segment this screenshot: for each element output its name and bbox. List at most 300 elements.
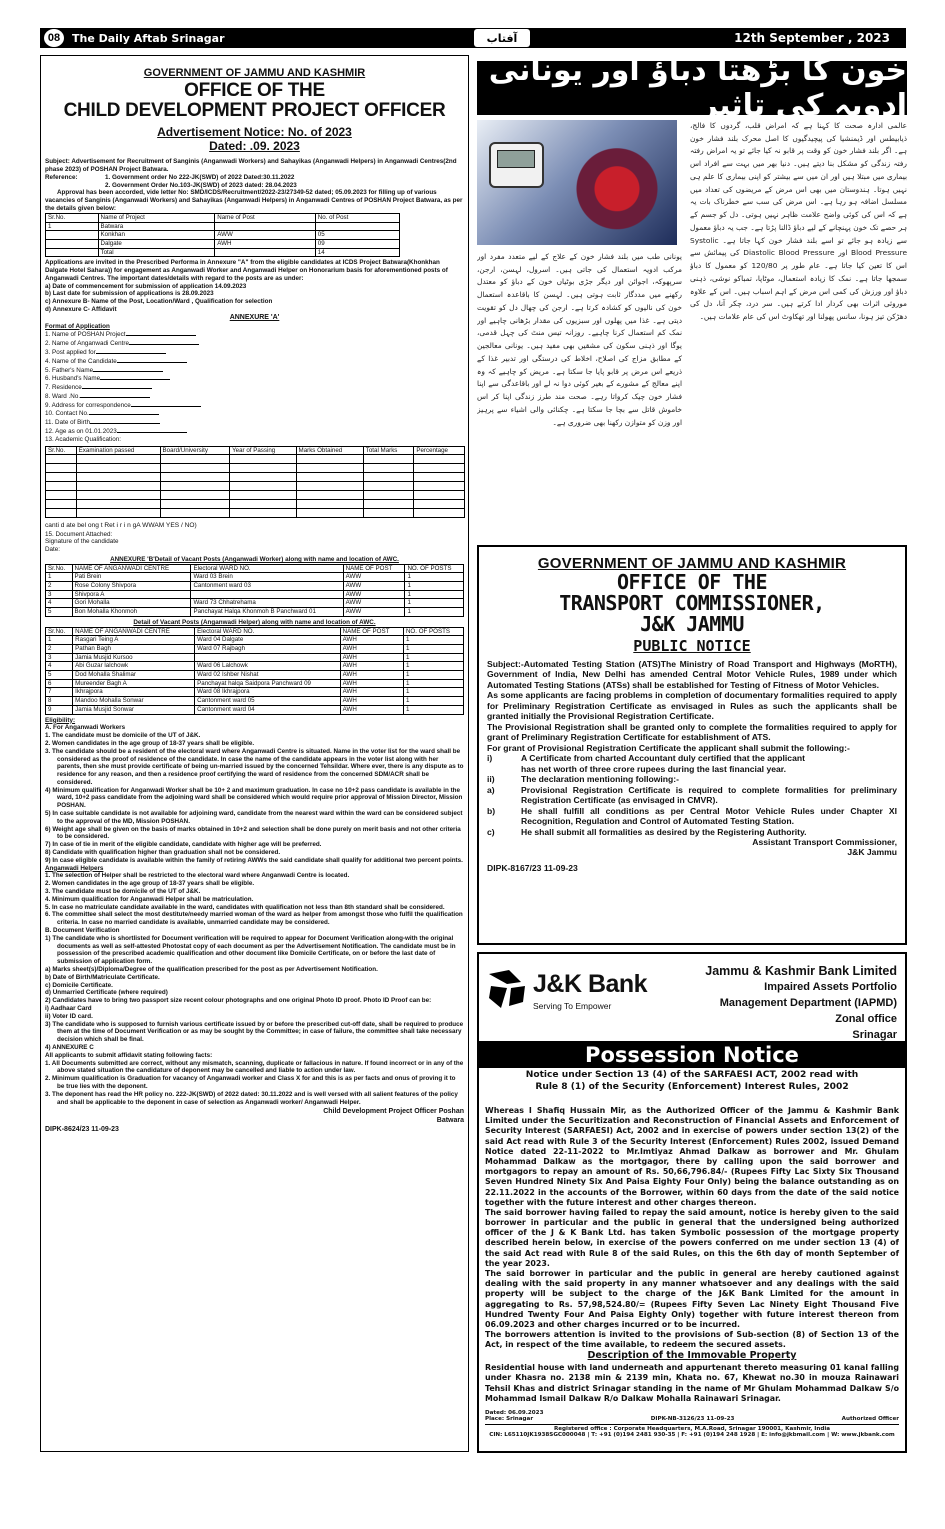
blank-cell [296, 500, 363, 509]
table-cell: Ward 07 Rajbagh [195, 645, 340, 654]
form-field-blank [126, 330, 196, 336]
annexure-a-title: ANNEXURE 'A' [229, 313, 280, 321]
table-cell [46, 248, 99, 257]
table-cell: Mureender Bagh A [73, 679, 195, 688]
form-field-blank [89, 409, 159, 415]
form-field-blank [82, 383, 152, 389]
list-item: c) Annexure B- Name of the Post, Location/Ward , Qualification for selection [45, 298, 273, 306]
list-marker: ii) [487, 774, 495, 785]
city: Srinagar [852, 1028, 897, 1041]
transport-gov-heading: GOVERNMENT OF JAMMU AND KASHMIR [537, 555, 847, 572]
list-marker: c) [487, 826, 495, 837]
table-cell: 3 [46, 590, 73, 599]
blank-cell [414, 509, 465, 518]
table-cell: Cantonment ward 03 [191, 582, 343, 591]
bp-monitor-icon [489, 142, 544, 188]
table-header: Electoral WARD NO. [191, 564, 343, 573]
blank-cell [230, 509, 296, 518]
form-field [45, 427, 464, 436]
table-cell: AWW [343, 608, 405, 617]
table-cell: 1 [403, 705, 463, 714]
blood-pressure-illustration [477, 120, 677, 245]
table-cell [215, 248, 316, 257]
blank-cell [46, 455, 77, 464]
list-item: b) Date of Birth/Matriculate Certificate. [45, 973, 160, 981]
signatory-place: Batwara [436, 1117, 464, 1125]
form-field-label: 1. Name of POSHAN Project [45, 331, 126, 339]
form-field [45, 330, 464, 339]
blank-cell [230, 455, 296, 464]
blank-cell [414, 491, 465, 500]
table-header: Total Marks [363, 446, 414, 455]
jk-bank-office [697, 962, 897, 1044]
table-cell: AWW [343, 573, 405, 582]
urdu-column-right: عالمی ادارہ صحت کا کہنا ہے کہ امراض قلب، گردوں کا فالج، ذیابیطس اور ڈیمنشیا کی پیچیدگیوں کا اصل محرک بلند فشار خون ہے۔ اگر بلند فشار خون کو وقت پر قابو نہ کیا جائے تو یہ امراض رفتہ رفتہ زندگی کو مشکل بنا دیتے ہیں۔ دنیا بھر میں بہت سے افراد اس بیماری میں مبتلا ہیں اور ان میں سے بیشتر کو اپنی بیماری کا علم ہی نہیں ہوتا۔ ہندوستان میں بھی اس مرض کے مریضوں کی تعداد میں مسلسل اضافہ ہو رہا ہے۔ اس مرض کی سب سے خطرناک بات یہ ہے کہ اس کی کوئی واضح علامت ظاہر نہیں ہوتی۔ دل کو جسم کے ہر حصے تک خون پہنچانے کے لیے دباؤ ڈالنا پڑتا ہے۔ جب یہ دباؤ معمول سے زیادہ ہو جائے تو اسے بلند فشار خون کہا جاتا ہے۔ Systolic Blood Pressure اور Diastolic Blood Pressure کی پیمائش سے اس کا تعین کیا جاتا ہے۔ عام طور پر 120/80 کو معمول کا دباؤ سمجھا جاتا ہے۔ نمک کا زیادہ استعمال، موٹاپا، تمباکو نوشی، ذہنی دباؤ اور ورزش کی کمی اس مرض کے اہم اسباب ہیں۔ اس کے علاوہ موروثی اثرات بھی کردار ادا کرتے ہیں۔ سر درد، چکر آنا، دل کی دھڑکن تیز ہونا، سانس پھولنا اور تھکاوٹ اس کی عام علامات ہیں۔ [690, 121, 907, 322]
table-cell: 1 [403, 697, 463, 706]
table-header: NAME OF ANGANWADI CENTRE [73, 627, 195, 636]
form-field [45, 339, 464, 348]
table-cell: 1 [403, 645, 463, 654]
blank-cell [414, 500, 465, 509]
icds-gov-heading: GOVERNMENT OF JAMMU AND KASHMIR [143, 67, 366, 79]
table-cell: Pathan Bagh [73, 645, 195, 654]
table-cell: Rasgari Teing A [73, 636, 195, 645]
table-cell: AWH [340, 705, 403, 714]
form-field-label: 13. Academic Qualification: [45, 435, 121, 443]
body-para: The said borrower in particular and the public in general are hereby cautioned against dealing with the said property in any manner whatsoever and any dealings with the said property will be subject to the charge of the J&K Bank Limited for the amount in aggregating to Rs. 57,98,524.80/= (Rupees Fifty Seven Lac Ninety Eight Thousand Five Hundred Twenty Four And Paisa Eighty Only) together with future interest thereon from 06.09.2023 and other charges incurred or to be incurred. [485, 1269, 899, 1329]
blank-cell [363, 455, 414, 464]
blank-cell [46, 500, 77, 509]
list-item: 6) Weight age shall be given on the basis of marks obtained in 10+2 and selection shall be done purely on merit basis and not other criteria to be considered. [45, 825, 461, 841]
form-field-label: 4. Name of the Candidate [45, 357, 117, 365]
blank-cell [230, 464, 296, 473]
form-field-label: 2. Name of Anganwadi Centre [45, 340, 130, 348]
table-row [46, 636, 464, 645]
table-cell: Panchayat Halqa Khonmoh B Panchward 01 [191, 608, 343, 617]
form-field-label: 12. Age as on 01.01.2023 [45, 428, 117, 436]
table-cell [315, 222, 399, 231]
form-field-label: 10. Contact No. [45, 410, 89, 418]
table-cell: Ward 08 Ikhrajpora [195, 688, 340, 697]
urdu-article [477, 55, 907, 535]
table-header: Year of Passing [230, 446, 296, 455]
property-title: Description of the Immovable Property [587, 1350, 797, 1361]
table-cell: 3 [46, 653, 73, 662]
table-cell: 2 [46, 582, 73, 591]
blank-cell [160, 482, 230, 491]
table-cell: Pati Brein [72, 573, 191, 582]
transport-dipk: DIPK-8167/23 11-09-23 [487, 863, 578, 874]
blank-cell [414, 473, 465, 482]
eligibility-workers [45, 732, 464, 865]
form-field [45, 392, 464, 401]
table-header: NAME OF POST [343, 564, 405, 573]
list-text: He shall fulfill all conditions as per Central Motor Vehicle Rules under Chapter XI Recognition, Regulation and Control of Automated Testing Station. [521, 805, 897, 827]
blank-row [46, 455, 465, 464]
table-row [46, 679, 464, 688]
table-cell: Ward 04 Dalgate [195, 636, 340, 645]
blank-row [46, 473, 465, 482]
table-row [46, 222, 400, 231]
table-cell: Rose Colony Shivpora [72, 582, 191, 591]
table-cell: 1 [405, 582, 464, 591]
table-cell: 1 [46, 573, 73, 582]
table-cell: AWH [215, 239, 316, 248]
blank-cell [296, 482, 363, 491]
list-item: a) Date of commencement for submission of application 14.09.2023 [45, 282, 247, 290]
eligibility-title: Eligibility: [45, 716, 76, 724]
table-cell: Ikhrajpora [73, 688, 195, 697]
table-cell: Cantonment ward 04 [195, 705, 340, 714]
table-cell: AWH [340, 653, 403, 662]
subtitle-line: Rule 8 (1) of the Security (Enforcement) Interest Rules, 2002 [535, 1081, 849, 1092]
table-cell: AWH [340, 645, 403, 654]
dates-list [45, 283, 464, 314]
table-cell: 09 [315, 239, 399, 248]
icds-applications: Applications are invited in the Prescribed Performa in Annexure "A" from the eligible candidates at ICDS Project Batwara(Khonkhan Dalgate Hotel Sahara)) for engagement as Anganwadi Worker and Anganwadi Helper on Honorarium basis for aforementioned posts of Anganwadi Centres. The important dates/details with regard to the posts are as under: [45, 259, 448, 282]
blank-cell [296, 473, 363, 482]
bank-contact: CIN: L65110JK1938SGC000048 | T: +91 (0)194 2481 930-35 | F: +91 (0)194 248 1928 | E: info@jkbmail.com | W: www.jkbank.com [489, 1432, 895, 1438]
paper-logo: آفتاب [474, 29, 530, 47]
list-item [487, 806, 897, 827]
table-row [46, 599, 464, 608]
table-cell: 8 [46, 697, 73, 706]
list-item: B. Document Verification [45, 927, 120, 935]
table-cell: 5 [46, 608, 73, 617]
list-text: Provisional Registration Certificate is required to complete formalities for preliminary Registration Certificate (as envisaged in CMVR). [521, 784, 897, 806]
notice-place: Place: Srinagar [485, 1416, 534, 1422]
table-cell: 1 [403, 679, 463, 688]
property-text: Residential house with land underneath and appurtenant thereto measuring 01 kanal falling under Khasra no. 2138 min & 2139 min, Khata no. 67, Khewat no.30 in mouza Rainawari Tehsil Khas and district Srinagar standing in the name of Mr Ghulam Mohammad Dalkaw S/o Mohammad Ismail Dalkaw R/o Dalkaw Mohalla Rainawari Srinagar. [485, 1363, 899, 1403]
form-field [45, 383, 464, 392]
form-field-blank [100, 374, 170, 380]
blank-cell [76, 500, 160, 509]
table-cell [215, 222, 316, 231]
table-header: Name of Project [98, 213, 215, 222]
blank-cell [414, 464, 465, 473]
table-cell: AWH [340, 662, 403, 671]
list-item: 3. The candidate should be a resident of the electoral ward where Anganwadi Centre is situated. Name in the voter list for the ward shall be considered as the proof of residence of the candidate. In case the name of the candidate appears in the voter list along with her parents, then she must provide certificate of being un-married issued by the concerned Tehsildar. Where ever, there is any dispute as to residence for any reason, and then a residence proof certifying the ward of residence from the concerned SDM/ACR shall be considered. [45, 747, 464, 786]
blank-cell [76, 464, 160, 473]
table-cell: Gori Mohalla [72, 599, 191, 608]
awh-title: Detail of Vacant Posts (Anganwadi Helper) along with name and location of AWC. [133, 618, 376, 626]
table-header: Marks Obtained [296, 446, 363, 455]
ref-item: 1. Government order No 222-JK(SWD) of 2022 Dated:30.11.2022 [105, 173, 295, 181]
blank-cell [363, 482, 414, 491]
blank-cell [296, 464, 363, 473]
table-cell: AWH [340, 688, 403, 697]
authorized-officer: Authorized Officer [841, 1416, 899, 1422]
table-cell: 9 [46, 705, 73, 714]
list-item [487, 785, 897, 806]
form-field [45, 409, 464, 418]
table-cell: AWH [340, 697, 403, 706]
blank-cell [160, 500, 230, 509]
blank-row [46, 464, 465, 473]
property-description [485, 1350, 899, 1404]
list-item: Date: [45, 546, 61, 554]
form-field-label: 3. Post applied for [45, 348, 96, 356]
blank-cell [414, 482, 465, 491]
bank-footer [485, 1410, 899, 1438]
list-item: 1. All Documents submitted are correct, without any mismatch, scanning, duplicate or fallacious in nature. If found incorrect or in any of the above stated situation the candidature of deponent may be cancelled and liable to action under law. [45, 1059, 464, 1075]
table-cell [191, 590, 343, 599]
list-item: 2. Minimum qualification is Graduation for vacancy of Anganwadi worker and Class X for and this is as per facts and onus of proving it to be true lies with the deponent. [45, 1075, 456, 1090]
table-cell: Bon Mohalla Khonmoh [72, 608, 191, 617]
table-header: Board/University [160, 446, 230, 455]
list-item: 2) Candidates have to bring two passport size recent colour photographs and one original Photo ID proof. Photo ID Proof can be: [45, 997, 432, 1005]
form-field-label: 8. Ward .No. [45, 392, 81, 400]
icds-office-line2: CHILD DEVELOPMENT PROJECT OFFICER [63, 99, 446, 121]
table-cell: Ward 02 Ishber Nishat [195, 671, 340, 680]
icds-advertisement [40, 55, 469, 1452]
transport-para: The Provisional Registration shall be granted only to complete the formalities required to apply for grant of Preliminary Registration Certificate for establishment of ATS. [487, 721, 897, 743]
table-cell: AWH [340, 636, 403, 645]
table-cell: 1 [403, 688, 463, 697]
list-item: 4) Minimum qualification for Anganwadi Worker shall be 10+ 2 and maximum graduation. In case no 10+2 pass candidate is available in the ward, 10+2 pass candidate from the adjoining ward shall be considered which would require prior approval of Mission Director, Mission POSHAN. [45, 786, 463, 810]
blank-cell [363, 464, 414, 473]
urdu-column-left: یونانی طب میں بلند فشار خون کے علاج کے لیے متعدد مفرد اور مرکب ادویہ استعمال کی جاتی ہیں۔ اسرول، لہسن، ارجن، سرپھوکہ، اجوائن اور دیگر جڑی بوٹیاں خون کے دباؤ کو معتدل رکھنے میں مددگار ثابت ہوتی ہیں۔ لہسن کا باقاعدہ استعمال خون کی نالیوں کو کشادہ کرتا ہے۔ ارجن کی چھال دل کو تقویت دیتی ہے۔ غذا میں پھلوں اور سبزیوں کی مقدار بڑھانی چاہیے اور نمک کم استعمال کرنا چاہیے۔ روزانہ تیس منٹ کی چہل قدمی، یوگا اور ذہنی سکون کی مشقیں بھی مفید ہیں۔ یونانی معالجین کے مطابق مزاج کی اصلاح، اخلاط کی درستگی اور تدبیر غذا کے ذریعے اس مرض پر قابو پایا جا سکتا ہے۔ مریض کو چاہیے کہ وہ اپنے معالج کے مشورے کے بغیر کوئی دوا نہ لے اور باقاعدگی سے اپنا فشار خون چیک کرواتا رہے۔ صحت مند طرز زندگی اپنا کر اس خاموش قاتل سے بچا جا سکتا ہے۔ چکنائی والی اشیاء سے پرہیز اور وزن کو متوازن رکھنا بھی ضروری ہے۔ [477, 252, 682, 427]
signatory-title: Child Development Project Officer Poshan [323, 1108, 464, 1116]
blank-cell [46, 464, 77, 473]
jk-bank-logo [487, 968, 657, 1028]
list-item: 4. Minimum qualification for Anganwadi Helper shall be matriculation. [45, 895, 254, 903]
table-cell: 1 [405, 590, 464, 599]
table-cell: Ward 06 Lalchowk [195, 662, 340, 671]
table-cell: Jamia Musjid Sonwar [73, 705, 195, 714]
table-cell: Dod Mohalla Shalimar [73, 671, 195, 680]
table-header: NO. OF POSTS [405, 564, 464, 573]
table-row [46, 697, 464, 706]
transport-notice [477, 545, 907, 945]
form-field-label: 5. Father's Name [45, 366, 94, 374]
form-field [45, 357, 464, 366]
list-item: 3. The deponent has read the HR policy no. 222-JK(SWD) of 2022 dated: 30.11.2022 and is well versed with all salient features of the policy and shall be applicable to the deponent in case of selection as Anganwadi worker/ Anganwadi Helper. [45, 1090, 458, 1106]
table-header: No. of Post [315, 213, 399, 222]
list-item: 4) ANNEXURE C [45, 1043, 94, 1051]
table-cell: 2 [46, 645, 73, 654]
table-cell [46, 231, 99, 240]
table-row [46, 645, 464, 654]
table-cell: 1 [403, 671, 463, 680]
blank-cell [46, 509, 77, 518]
blank-cell [230, 500, 296, 509]
icds-office-line1: OFFICE OF THE [184, 79, 325, 101]
subtitle-line: Notice under Section 13 (4) of the SARFAESI ACT, 2002 read with [525, 1070, 859, 1080]
table-cell: Dalgate [98, 239, 215, 248]
list-item: 1. The selection of Helper shall be restricted to the electoral ward where Anganwadi Centre is located. [45, 872, 350, 880]
table-cell: 4 [46, 599, 73, 608]
dipk-number: DIPK-8624/23 11-09-23 [45, 1125, 119, 1133]
form-field [45, 401, 464, 410]
table-header: Percentage [414, 446, 465, 455]
table-cell [195, 653, 340, 662]
table-cell: 5 [46, 671, 73, 680]
blank-cell [296, 491, 363, 500]
body-para: Whereas I Shafiq Hussain Mir, as the Authorized Officer of the Jammu & Kashmir Bank Limited under the Securitization and Reconstruction of Financial Assets and Enforcement of Security Interest (SARFAESI) Act, 2002 and in exercise of powers under section 13(2) of the said Act read with Rule 3 of the Security Interest (Enforcement) Rules 2002, issued Demand Notice dated 22-11-2022 to Mr.Imtiyaz Ahmad Dalkaw as borrower and Mr. Ghulam Mohammad Dalkaw as the mortgagor, there by calling upon the said borrower and mortgagors to repay an amount of Rs. 50,66,796.84/- (Rupees Fifty Lac Sixty Six Thousand Seven Hundred Ninety Six And Paisa Eighty Four Only) being the balance outstanding as on 22.11.2022 in the accounts of the Borrower, within 60 days from the date of the said notice together with the future interest and other charges thereon. [485, 1106, 899, 1207]
table-header: Sr.No. [46, 627, 73, 636]
form-field-label: 11. Date of Birth [45, 419, 91, 427]
table-header: Name of Post [215, 213, 316, 222]
urdu-headline: خون کا بڑھتا دباؤ اور یونانی ادویہ کی تاثیر [477, 61, 907, 115]
table-cell: 1 [403, 662, 463, 671]
body-para: The borrowers attention is invited to the provisions of Sub-section (8) of Section 13 of the Act, in respect of the time available, to redeem the secured assets. [485, 1330, 899, 1350]
form-field-blank [117, 357, 187, 363]
table-cell: AWW [215, 231, 316, 240]
transport-office-line1: OFFICE OF THE [616, 570, 768, 594]
table-cell: 05 [315, 231, 399, 240]
icds-subject: Subject: Advertisement for Recruitment of Sanginis (Anganwadi Workers) and Sahayikas (Anganwadi Helpers) in Anganwadi Centres(2nd phase 2023) of POSHAN Project Batwara. [45, 158, 457, 174]
blank-cell [296, 509, 363, 518]
list-item [487, 827, 897, 837]
list-item: All applicants to submit affidavit stating following facts: [45, 1051, 213, 1059]
list-item [487, 774, 897, 784]
table-header: NO. OF POSTS [403, 627, 463, 636]
list-item: 8) Candidate with qualification higher than graduation shall not be considered. [45, 849, 281, 857]
marital-line: canti d ate bel ong t Ret i r i n gA WWAM YES / NO) [45, 522, 197, 530]
table-cell: 14 [315, 248, 399, 257]
table-row [46, 653, 464, 662]
table-header: NAME OF POST [340, 627, 403, 636]
list-marker [487, 764, 521, 774]
table-row [46, 608, 464, 617]
table-cell: Jamia Musjid Kursoo [73, 653, 195, 662]
form-field [45, 436, 464, 444]
table-cell: Ward 03 Brein [191, 573, 343, 582]
blank-row [46, 500, 465, 509]
table-cell: AWH [340, 671, 403, 680]
eligibility-a: A. For Anganwadi Workers [45, 724, 126, 732]
icds-reference [45, 174, 464, 190]
table-cell: AWW [343, 590, 405, 599]
project-table [45, 213, 400, 257]
blank-cell [160, 491, 230, 500]
ref-item: 2. Government Order No.103-JK(SWD) of 2023 dated: 28.04.2023 [105, 181, 297, 189]
table-cell: Abi Guzar lalchowk [73, 662, 195, 671]
table-cell: 1 [46, 222, 99, 231]
department: Management Department (IAPMD) [719, 997, 897, 1010]
jk-bank-tagline: Serving To Empower [533, 1001, 612, 1011]
icds-adv-number: Advertisement Notice: No. of 2023 [157, 124, 352, 139]
table-cell: Total [98, 248, 215, 257]
blank-row [46, 482, 465, 491]
blank-cell [363, 500, 414, 509]
table-cell: 1 [403, 636, 463, 645]
table-cell: 1 [405, 608, 464, 617]
table-header: Sr.No. [46, 564, 73, 573]
list-text: He shall submit all formalities as desired by the Registering Authority. [521, 826, 807, 837]
possession-body [485, 1106, 899, 1351]
icds-dated: Dated: .09. 2023 [209, 139, 300, 154]
list-item: d) Unmarried Certificate (where required) [45, 989, 168, 997]
portfolio: Impaired Assets Portfolio [764, 981, 897, 994]
table-header: Sr.No. [46, 446, 77, 455]
blank-cell [46, 473, 77, 482]
public-notice-title: PUBLIC NOTICE [633, 637, 751, 655]
table-cell: Mandoo Mohalla Sonwar [73, 697, 195, 706]
table-cell: Panchayat halqa Saidpora Panchward 09 [195, 679, 340, 688]
list-item: d) Annexure C- Affidavit [45, 306, 117, 314]
transport-para: For grant of Provisional Registration Certificate the applicant shall submit the following:- [487, 742, 850, 753]
table-row [46, 662, 464, 671]
format-title: Format of Application [45, 322, 110, 330]
aww-table [45, 564, 464, 617]
table-cell: 1 [46, 636, 73, 645]
transport-subject: Subject:-Automated Testing Station (ATS)The Ministry of Road Transport and Highways (MoRTH), Government of India, New Delhi has amended Central Motor Vehicle Rules, 1989 under which Automated Testing Stations (ATSs) shall be established for Testing of Fitness of Motor Vehicles. [487, 659, 897, 690]
blank-cell [230, 473, 296, 482]
list-item: 9) In case eligible candidate is available within the family of retiring AWWs the said candidate shall qualify for additional two percent points. [45, 856, 463, 864]
transport-para: As some applicants are facing problems in completion of documentary formalities required to apply for Preliminary Registration Certificate as envisaged in Rules as such the applicants shall be granted initially the Provisional Registration Certificate. [487, 690, 897, 722]
blank-cell [363, 509, 414, 518]
jk-bank-notice [477, 952, 907, 1453]
list-item [487, 753, 897, 763]
blank-cell [46, 491, 77, 500]
list-item: c) Domicile Certificate. [45, 981, 113, 989]
list-text: The declaration mentioning following:- [521, 774, 680, 785]
table-cell: 1 [405, 599, 464, 608]
possession-notice-banner: Possession Notice [479, 1041, 905, 1068]
blank-row [46, 491, 465, 500]
possession-subtitle [479, 1070, 905, 1094]
table-cell: 1 [403, 653, 463, 662]
list-item: b) Last date for submission of applications is 28.09.2023 [45, 290, 214, 298]
list-item [487, 764, 897, 774]
blank-cell [160, 509, 230, 518]
blank-cell [46, 482, 77, 491]
transport-office-line2: TRANSPORT COMMISSIONER, [559, 591, 825, 615]
form-field [45, 374, 464, 383]
list-item: 5. In case no matriculate candidate available in the ward, candidates with qualification not less than 8th standard shall be considered. [45, 903, 445, 911]
table-cell: Cantonment ward 05 [195, 697, 340, 706]
blank-cell [160, 464, 230, 473]
blank-cell [76, 491, 160, 500]
list-text: has net worth of three crore rupees during the last financial year. [521, 763, 787, 774]
table-row [46, 590, 464, 599]
form-fields [45, 330, 464, 443]
jk-bank-mark-icon [487, 968, 527, 1010]
form-field [45, 348, 464, 357]
table-cell: Batwara [98, 222, 215, 231]
list-item: 2. Women candidates in the age group of 18-37 years shall be eligible. [45, 739, 255, 747]
transport-office-line3: J&K JAMMU [640, 612, 744, 636]
qualification-table [45, 446, 465, 519]
bank-name: Jammu & Kashmir Bank Limited [705, 964, 897, 978]
list-item: 15. Document Attached: [45, 530, 113, 538]
table-row [46, 688, 464, 697]
paper-name: The Daily Aftab Srinagar [72, 31, 225, 45]
form-field [45, 366, 464, 375]
transport-signatory-title: Assistant Transport Commissioner, [752, 837, 897, 848]
blank-cell [363, 473, 414, 482]
blank-cell [230, 491, 296, 500]
table-cell: AWW [343, 582, 405, 591]
form-field-blank [131, 401, 201, 407]
transport-items [487, 753, 897, 837]
blank-cell [76, 509, 160, 518]
notice-date: Dated: 06.09.2023 [485, 1410, 544, 1416]
table-cell: 7 [46, 688, 73, 697]
list-item: 3. The candidate must be domicile of the UT of J&K. [45, 888, 201, 896]
table-row [46, 705, 464, 714]
list-item: 6. The committee shall select the most destitute/needy married woman of the ward as helper from amongst those who fulfil the qualification criteria. In case no married candidate is available, unmarried candidate may be considered. [45, 911, 463, 927]
table-header: Sr.No. [46, 213, 99, 222]
list-item: i) Aadhaar Card [45, 1005, 92, 1012]
table-header: NAME OF ANGANWADI CENTRE [72, 564, 191, 573]
blank-row [46, 509, 465, 518]
blank-cell [76, 473, 160, 482]
table-cell: Shivpora A [72, 590, 191, 599]
table-row [46, 573, 464, 582]
